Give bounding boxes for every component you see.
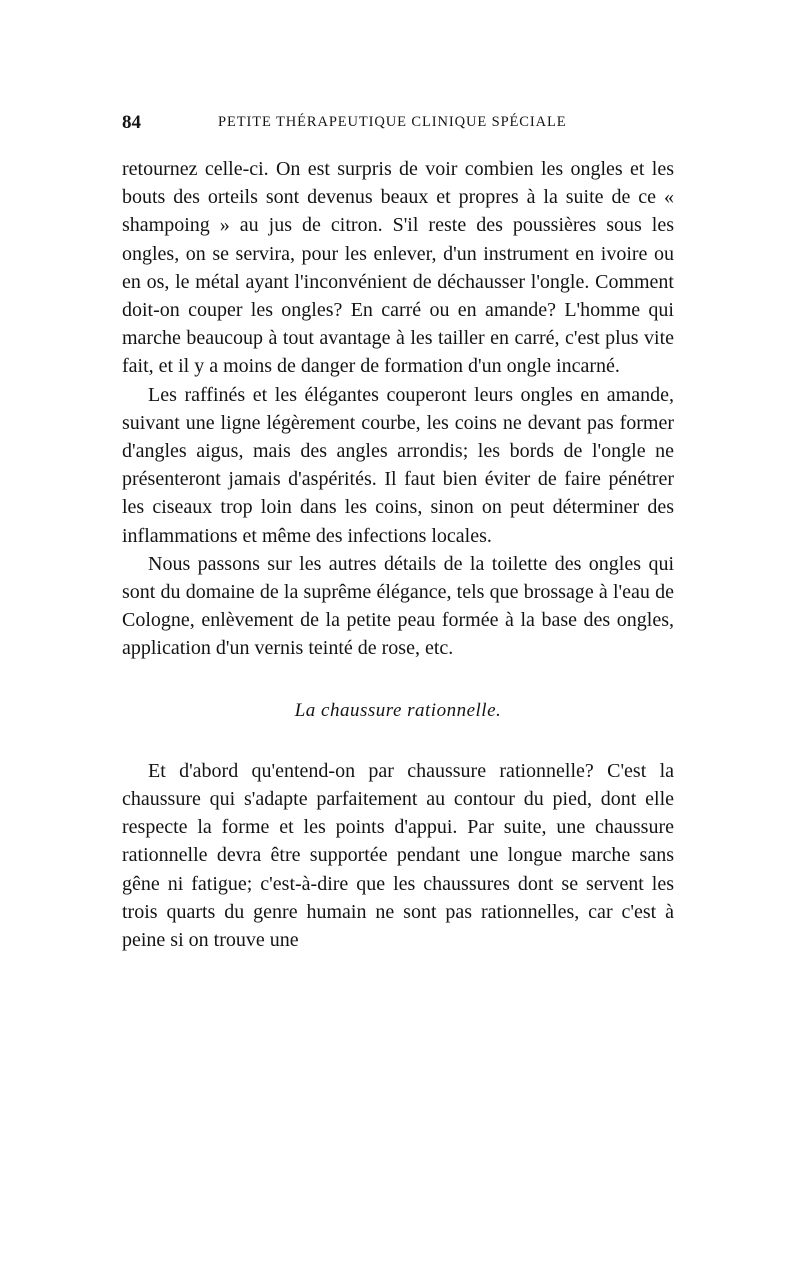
page-number: 84 <box>122 112 141 133</box>
paragraph: Les raffinés et les élégantes couperont leurs ongles en amande, suivant une ligne légèrement courbe, les coins ne devant pas former d'angles aigus, mais des angles arrondis; les bords de l'ongle ne présenteront jamais d'aspérités. Il faut bien éviter de faire pénétrer les ciseaux trop loin dans les coins, sinon on peut déterminer des inflammations et même des infections locales. <box>122 383 674 547</box>
running-title: PETITE THÉRAPEUTIQUE CLINIQUE SPÉCIALE <box>218 114 567 130</box>
paragraph-continuation: retournez celle-ci. On est surpris de voir combien les ongles et les bouts des orteils sont devenus beaux et propres à la suite de ce « shampoing » au jus de citron. S'il reste des poussières sous les ongles, on se servira, pour les enlever, d'un instrument en ivoire ou en os, le métal ayant l'inconvénient de déchausser l'ongle. Comment doit-on couper les ongles? En carré ou en amande? L'homme qui marche beaucoup à tout avantage à les tailler en carré, c'est plus vite fait, et il y a moins de danger de formation d'un ongle incarné. <box>122 158 674 378</box>
body-text <box>122 155 674 954</box>
paragraph: Nous passons sur les autres détails de la toilette des ongles qui sont du domaine de la suprême élégance, tels que brossage à l'eau de Cologne, enlèvement de la petite peau formée à la base des ongles, application d'un vernis teinté de rose, etc. <box>122 552 674 660</box>
running-header <box>122 112 674 142</box>
paragraph: Et d'abord qu'entend-on par chaussure rationnelle? C'est la chaussure qui s'adapte parfaitement au contour du pied, dont elle respecte la forme et les points d'appui. Par suite, une chaussure rationnelle devra être supportée pendant une longue marche sans gêne ni fatigue; c'est-à-dire que les chaussures dont se servent les trois quarts du genre humain ne sont pas rationnelles, car c'est à peine si on trouve une <box>122 759 674 952</box>
book-page <box>122 112 674 954</box>
section-heading: La chaussure rationnelle. <box>294 699 502 721</box>
